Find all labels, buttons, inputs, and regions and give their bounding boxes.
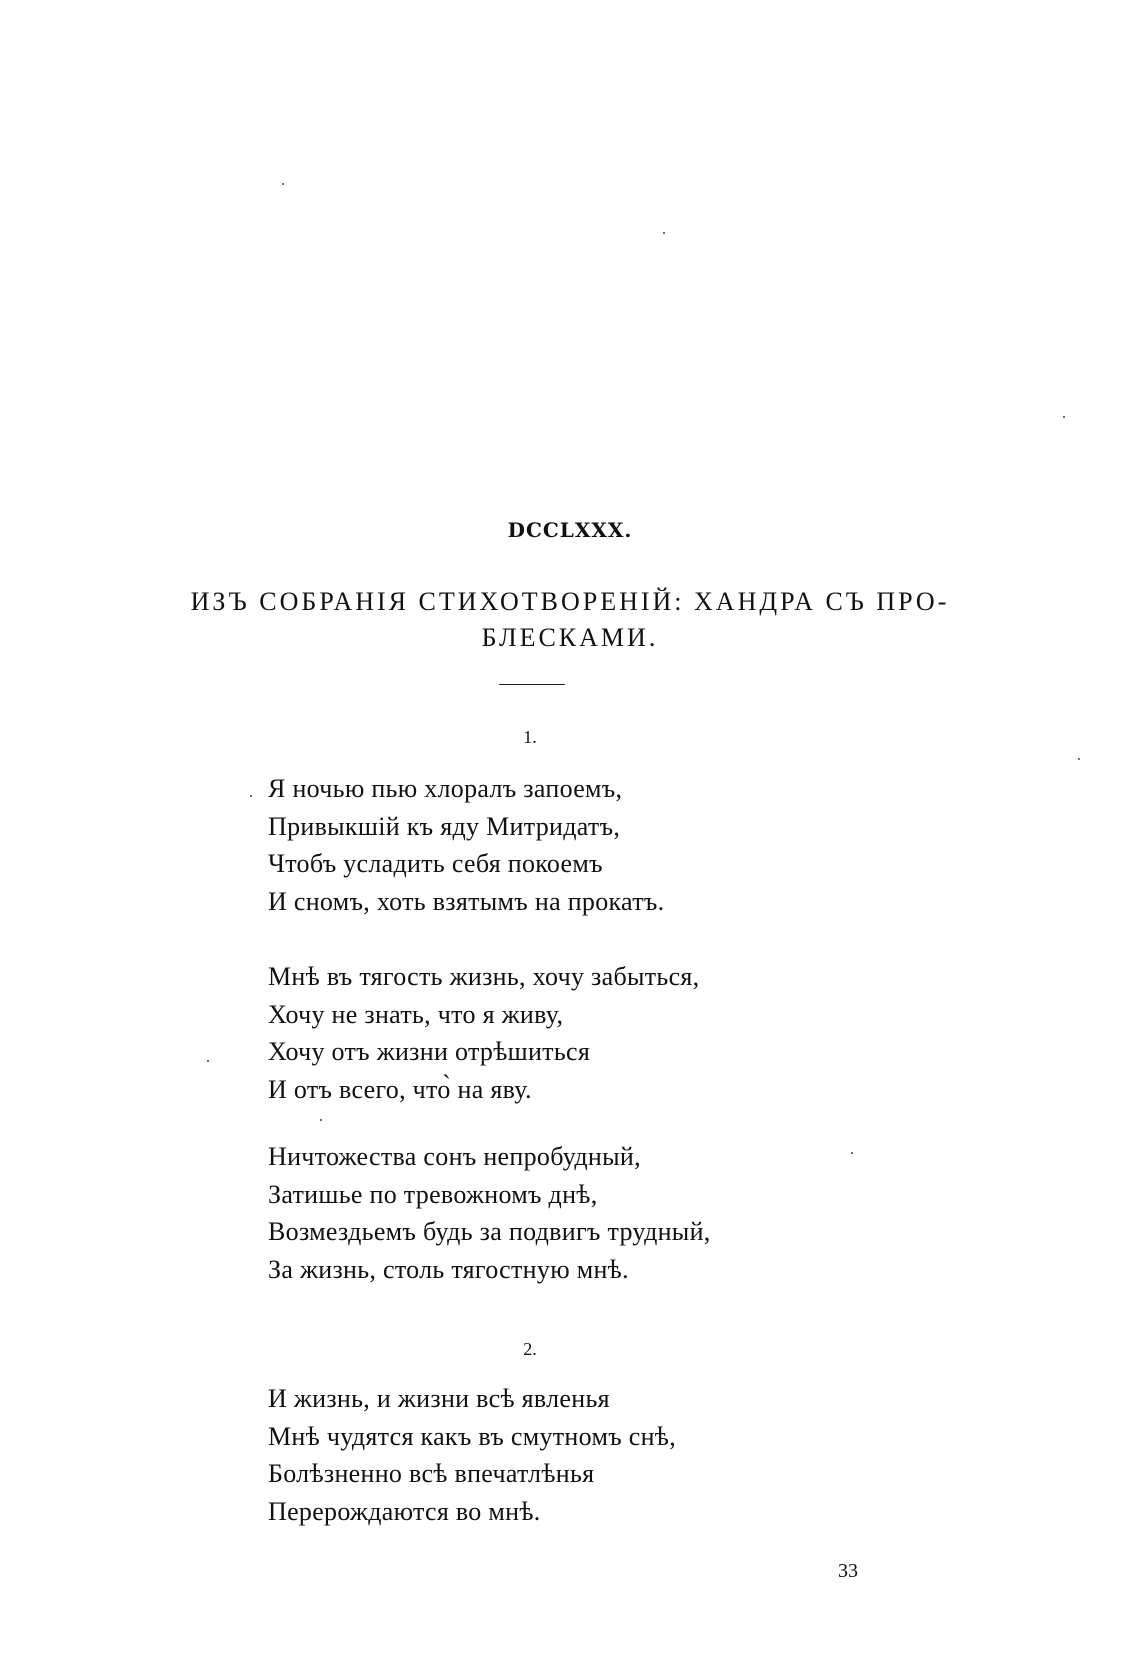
scan-speck xyxy=(1063,416,1065,418)
verse-line: Привыкшій къ яду Митридатъ, xyxy=(268,811,621,841)
title-divider xyxy=(499,684,565,685)
stanza xyxy=(268,1380,828,1530)
scan-speck xyxy=(1078,758,1080,760)
section-number: 1. xyxy=(523,727,537,747)
poem-title-line: ИЗЪ СОБРАНІЯ СТИХОТВОРЕНІЙ: ХАНДРА СЪ ПРО- xyxy=(190,587,950,616)
verse-line: Хочу отъ жизни отрѣшиться xyxy=(268,1037,591,1066)
verse-line: Чтобъ усладить себя покоемъ xyxy=(268,849,603,878)
scan-speck xyxy=(250,795,252,797)
scan-speck xyxy=(320,1119,322,1121)
verse-line: Мнѣ чудятся какъ въ смутномъ снѣ, xyxy=(268,1421,677,1451)
scan-speck xyxy=(207,1060,209,1062)
poem-title-line: БЛЕСКАМИ. xyxy=(481,623,659,652)
scan-speck xyxy=(663,232,665,234)
poem-numeral: DCCLXXX. xyxy=(507,518,633,542)
verse-line: И отъ всего, что̀ на яву. xyxy=(268,1074,532,1104)
verse-line: И сномъ, хоть взятымъ на прокатъ. xyxy=(268,886,665,916)
stanza xyxy=(268,958,828,1108)
scan-speck xyxy=(282,183,284,185)
verse-line: Мнѣ въ тягость жизнь, хочу забыться, xyxy=(268,962,700,991)
verse-line: Ничтожества сонъ непробудный, xyxy=(268,1142,641,1171)
verse-line: Затишье по тревожномъ днѣ, xyxy=(268,1179,598,1209)
section-number: 2. xyxy=(523,1339,537,1359)
verse-line: Болѣзненно всѣ впечатлѣнья xyxy=(268,1459,595,1488)
verse-line: Я ночью пью хлоралъ запоемъ, xyxy=(268,774,623,803)
scan-speck xyxy=(851,1152,853,1154)
stanza xyxy=(268,1138,828,1288)
verse-line: Перерождаются во мнѣ. xyxy=(268,1496,541,1526)
verse-line: Хочу не знать, что я живу, xyxy=(268,999,564,1029)
verse-line: Возмездьемъ будь за подвигъ трудный, xyxy=(268,1217,711,1246)
verse-line: За жизнь, столь тягостную мнѣ. xyxy=(268,1254,629,1284)
poem-title xyxy=(100,584,1040,656)
verse-line: И жизнь, и жизни всѣ явленья xyxy=(268,1384,610,1413)
stanza xyxy=(268,770,828,920)
page-number: 33 xyxy=(838,1560,858,1582)
